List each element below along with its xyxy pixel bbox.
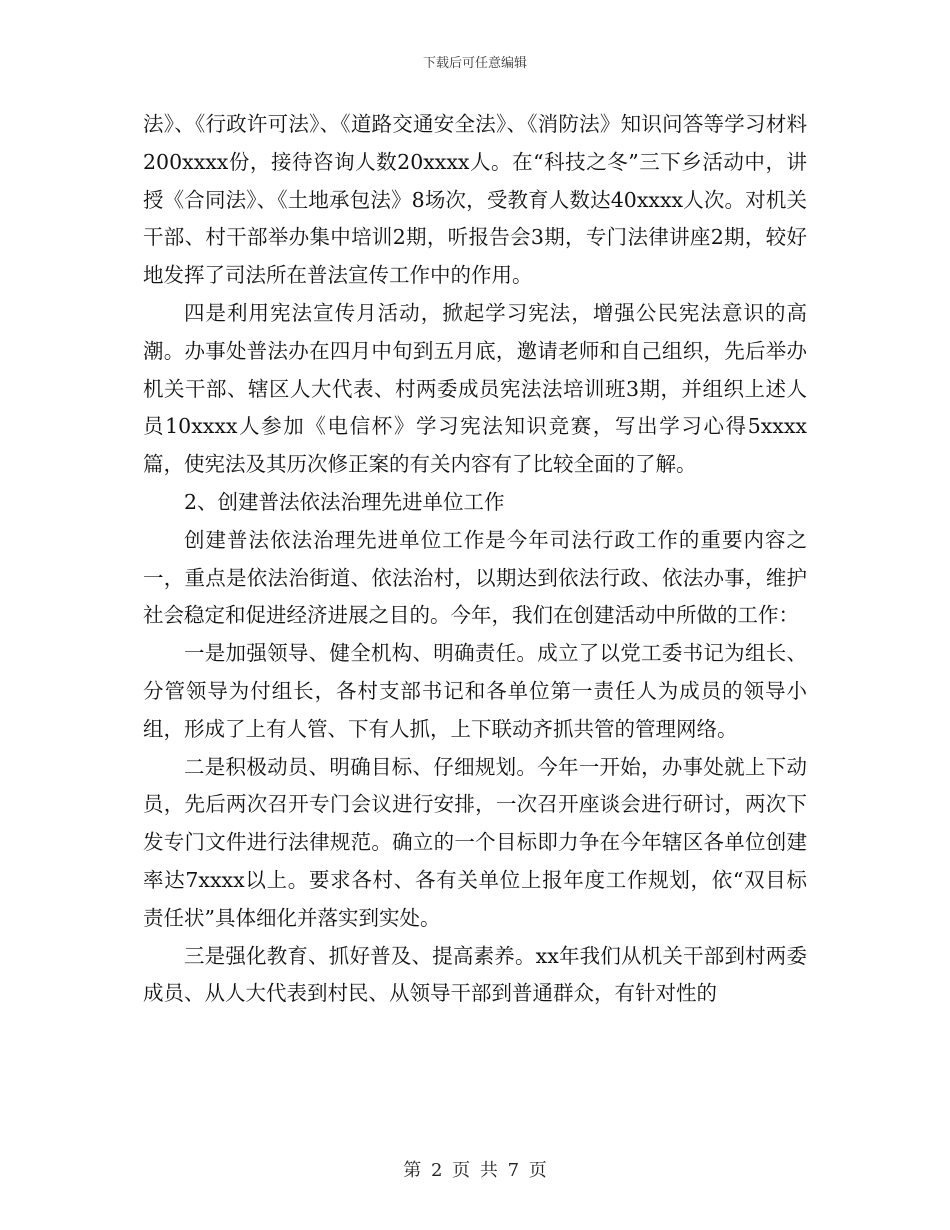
paragraph-continuation: 法》、《行政许可法》、《道路交通安全法》、《消防法》知识问答等学习材料200xxxx份，接待咨询人数20xxxx人。在“科技之冬”三下乡活动中，讲授《合同法》、《土地承包法》8场次，受教育人数达40xxxx人次。对机关干部、村干部举办集中培训2期，听报告会3期，专门法律讲座2期，较好地发挥了司法所在普法宣传工作中的作用。 bbox=[143, 112, 807, 288]
paragraph-constitution-month: 四是利用宪法宣传月活动，掀起学习宪法，增强公民宪法意识的高潮。办事处普法办在四月中旬到五月底，邀请老师和自己组织，先后举办机关干部、辖区人大代表、村两委成员宪法法培训班3期，并组织上述人员10xxxx人参加《电信杯》学习宪法知识竞赛，写出学习心得5xxxx篇，使宪法及其历次修正案的有关内容有了比较全面的了解。 bbox=[143, 300, 807, 477]
page-header-note: 下载后可任意编辑 bbox=[422, 56, 527, 71]
paragraph-mobilization: 二是积极动员、明确目标、仔细规划。今年一开始，办事处就上下动员，先后两次召开专门会议进行安排，一次召开座谈会进行研讨，两次下发专门文件进行法律规范。确立的一个目标即力争在今年辖区各单位创建率达7xxxx以上。要求各村、各有关单位上报年度工作规划，依“双目标责任状”具体细化并落实到实处。 bbox=[143, 754, 807, 930]
page-number-footer: 第 2 页 共 7 页 bbox=[403, 1160, 547, 1181]
document-body bbox=[143, 106, 807, 1013]
section-heading: 2、创建普法依法治理先进单位工作 bbox=[184, 489, 505, 514]
paragraph-section-intro: 创建普法依法治理先进单位工作是今年司法行政工作的重要内容之一，重点是依法治街道、依法治村，以期达到依法行政、依法办事，维护社会稳定和促进经济进展之目的。今年，我们在创建活动中所做的工作： bbox=[143, 527, 807, 628]
paragraph-education: 三是强化教育、抓好普及、提高素养。xx年我们从机关干部到村两委成员、从人大代表到村民、从领导干部到普通群众，有针对性的 bbox=[143, 943, 807, 1006]
paragraph-leadership: 一是加强领导、健全机构、明确责任。成立了以党工委书记为组长、分管领导为付组长，各村支部书记和各单位第一责任人为成员的领导小组，形成了上有人管、下有人抓，上下联动齐抓共管的管理网络。 bbox=[143, 641, 807, 741]
